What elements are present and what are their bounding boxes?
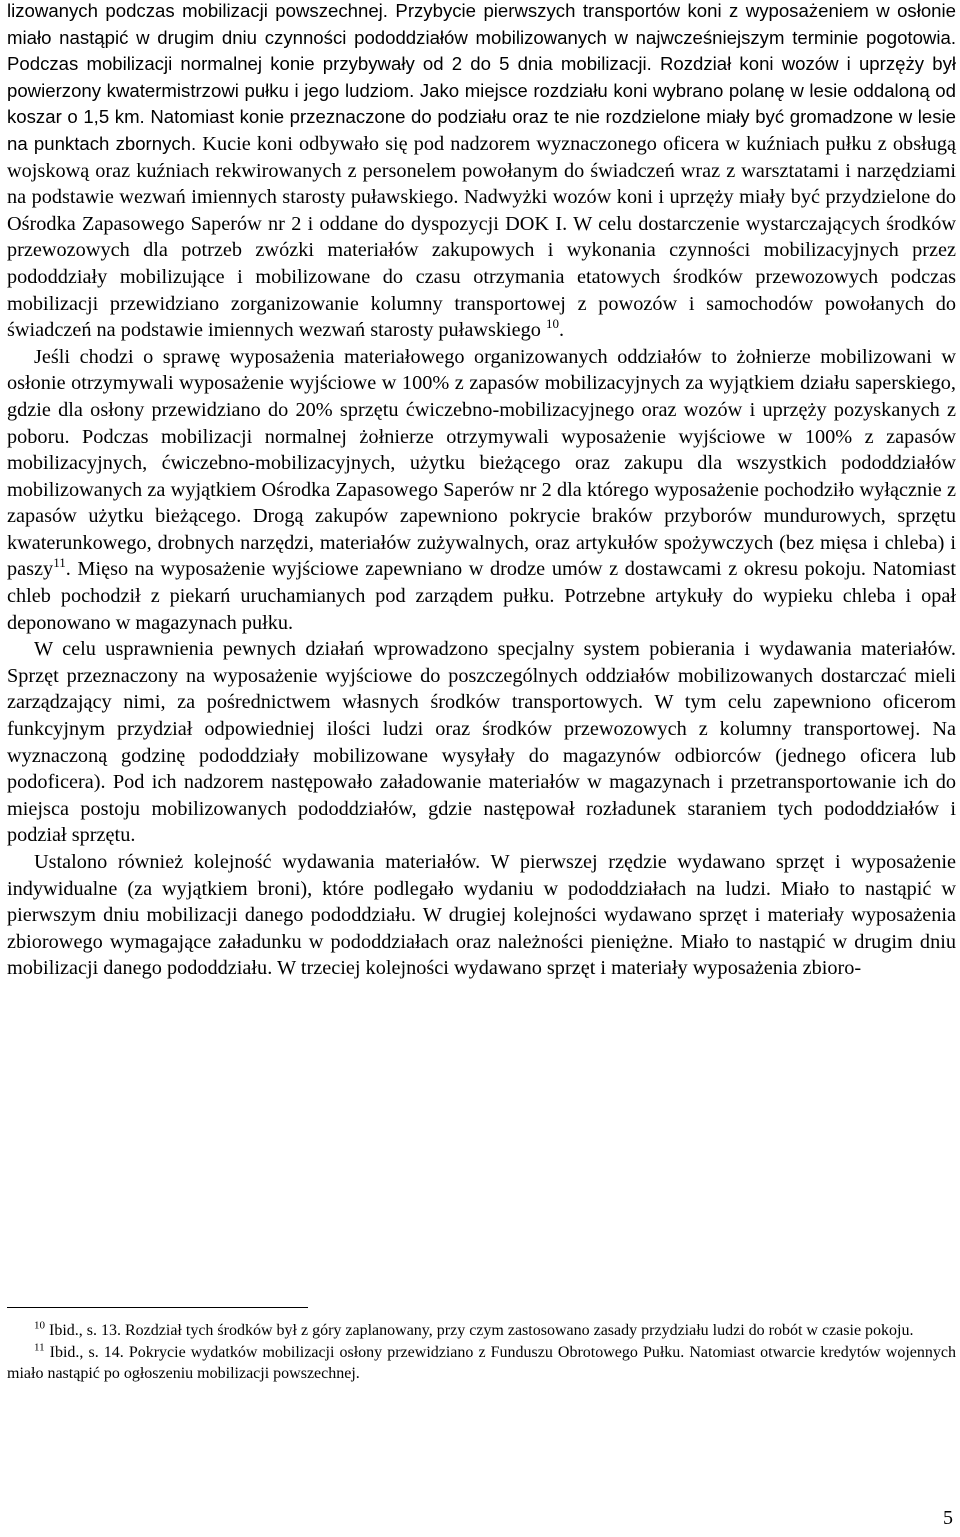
body-text — [7, 0, 956, 982]
footnote-11 — [7, 1342, 956, 1385]
paragraph-2 — [7, 344, 956, 637]
paragraph-3: W celu usprawnienia pewnych działań wprowadzono specjalny system pobierania i wydawania materiałów. Sprzęt przeznaczony na wyposażenie wyjściowe do poszczególnych oddziałów mobilizowanych dostarczać mieli zarządzający nimi, za pośrednictwem własnych środków transportowych. W tym celu zapewniono oficerom funkcyjnym przydział odpowiedniej ilości ludzi oraz środków przewozowych z kolumny transportowej. Na wyznaczoną godzinę pododdziały mobilizowane wysyłały do magazynów odbiorców (jednego oficera lub podoficera). Pod ich nadzorem następowało załadowanie materiałów w magazynach i przetransportowanie ich do miejsca postoju mobilizowanych pododdziałów, gdzie następował rozładunek staraniem tych pododdziałów i podział sprzętu. — [7, 638, 956, 847]
footnote-separator — [7, 1307, 308, 1308]
footnote-10 — [7, 1320, 956, 1342]
page-number: 5 — [943, 1507, 953, 1529]
paragraph-2-part-2: . Mięso na wyposażenie wyjściowe zapewniano w drodze umów z dostawcami z okresu pokoju. Natomiast chleb pochodził z piekarń uruchamianych pod zarządem pułku. Potrzebne artykuły do wypieku chleba i opał deponowano w magazynach pułku. — [7, 558, 956, 634]
paragraph-1-sentence-group-2: Kucie koni odbywało się pod nadzorem wyznaczonego oficera w kuźniach pułku z obsługą wojskową oraz kuźniach rekwirowanych z personelem powołanym do świadczeń wraz z warsztatami i narzędziami na podstawie wezwań imiennych starosty puławskiego. — [7, 132, 957, 209]
footnote-number: 10 — [34, 1319, 45, 1332]
footnote-ref-10[interactable]: 10 — [546, 316, 559, 332]
paragraph-1-end: . — [559, 319, 565, 342]
paragraph-2-part-1: Jeśli chodzi o sprawę wyposażenia materiałowego organizowanych oddziałów to żołnierze mobilizowani w osłonie otrzymywali wyposażenie wyjściowe w 100% z zapasów mobilizacyjnych za wyjątkiem działu saperskiego, gdzie dla osłony przewidziano do 20% sprzętu ćwiczebno-mobilizacyjnego oraz wozów i uprzęży pozyskanych z poboru. Podczas mobilizacji normalnej żołnierze otrzymywali wyposażenie wyjściowe w 100% z zapasów mobilizacyjnych, ćwiczebno-mobilizacyjnych, użytku bieżącego oraz zakupu dla wszystkich pododdziałów mobilizowanych za wyjątkiem Ośrodka Zapasowego Saperów nr 2 dla którego wyposażenie pochodziło wyłącznie z zapasów użytku bieżącego. Drogą zakupów zapewniono pokrycie braków przyborów mundurowych, sprzętu kwaterunkowego, drobnych narzędzi, materiałów zużywalnych, oraz artykułów spożywczych (bez mięsa i chleba) i paszy — [7, 345, 956, 581]
paragraph-1 — [7, 0, 956, 344]
footnote-text: Ibid., s. 13. Rozdział tych środków był z góry zaplanowany, przy czym zastosowano zasady przydziału ludzi do robót w czasie pokoju. — [45, 1322, 914, 1339]
footnotes — [7, 1320, 956, 1385]
paragraph-4: Ustalono również kolejność wydawania materiałów. W pierwszej rzędzie wydawano sprzęt i wyposażenie indywidualne (za wyjątkiem broni), które podlegało wydaniu w pododdziałach na ludzi. Miało to nastąpić w pierwszym dniu mobilizacji danego pododdziału. W drugiej kolejności wydawano sprzęt i materiały wyposażenia zbiorowego wymagające załadunku w pododdziałach oraz należności pieniężne. Miało to nastąpić w drugim dniu mobilizacji danego pododdziału. W trzeciej kolejności wydawano sprzęt i materiały wyposażenia zbioro- — [7, 851, 956, 980]
footnote-text: Ibid., s. 14. Pokrycie wydatków mobilizacji osłony przewidziano z Funduszu Obrotowego Pułku. Natomiast otwarcie kredytów wojennych miało nastąpić po ogłoszeniu mobilizacji powszechnej. — [7, 1343, 956, 1382]
paragraph-1-sentence-group-1: lizowanych podczas mobilizacji powszechnej. Przybycie pierwszych transportów koni z wyposażeniem w osłonie miało nastąpić w drugim dniu czynności pododdziałów mobilizowanych w najwcześniejszym terminie pogotowia. Podczas mobilizacji normalnej konie przybywały od 2 do 5 dnia mobilizacji. Rozdział koni wozów i uprzęży był powierzony kwatermistrzowi pułku i jego ludziom. Jako miejsce rozdziału koni wybrano polanę w lesie oddaloną od koszar o 1,5 km. Natomiast konie przeznaczone do podziału oraz te nie rozdzielone miały być gromadzone w lesie na punktach zbornych. — [7, 0, 956, 154]
footnote-ref-11[interactable]: 11 — [53, 555, 66, 571]
paragraph-1-sentence-group-3: Nadwyżki wozów koni i uprzęży miały być przydzielone do Ośrodka Zapasowego Saperów nr 2 i oddane do dyspozycji DOK I. W celu dostarczenie wystarczających środków przewozowych dla potrzeb zwózki materiałów zakupowych i wykonania czynności mobilizacyjnych przez pododdziały mobilizujące i mobilizowane do czasu otrzymania etatowych środków przewozowych podczas mobilizacji przewidziano zorganizowanie kolumny transportowej z powozów i samochodów powołanych do świadczeń na podstawie imiennych wezwań starosty puławskiego — [7, 186, 956, 342]
footnote-number: 11 — [34, 1341, 45, 1354]
